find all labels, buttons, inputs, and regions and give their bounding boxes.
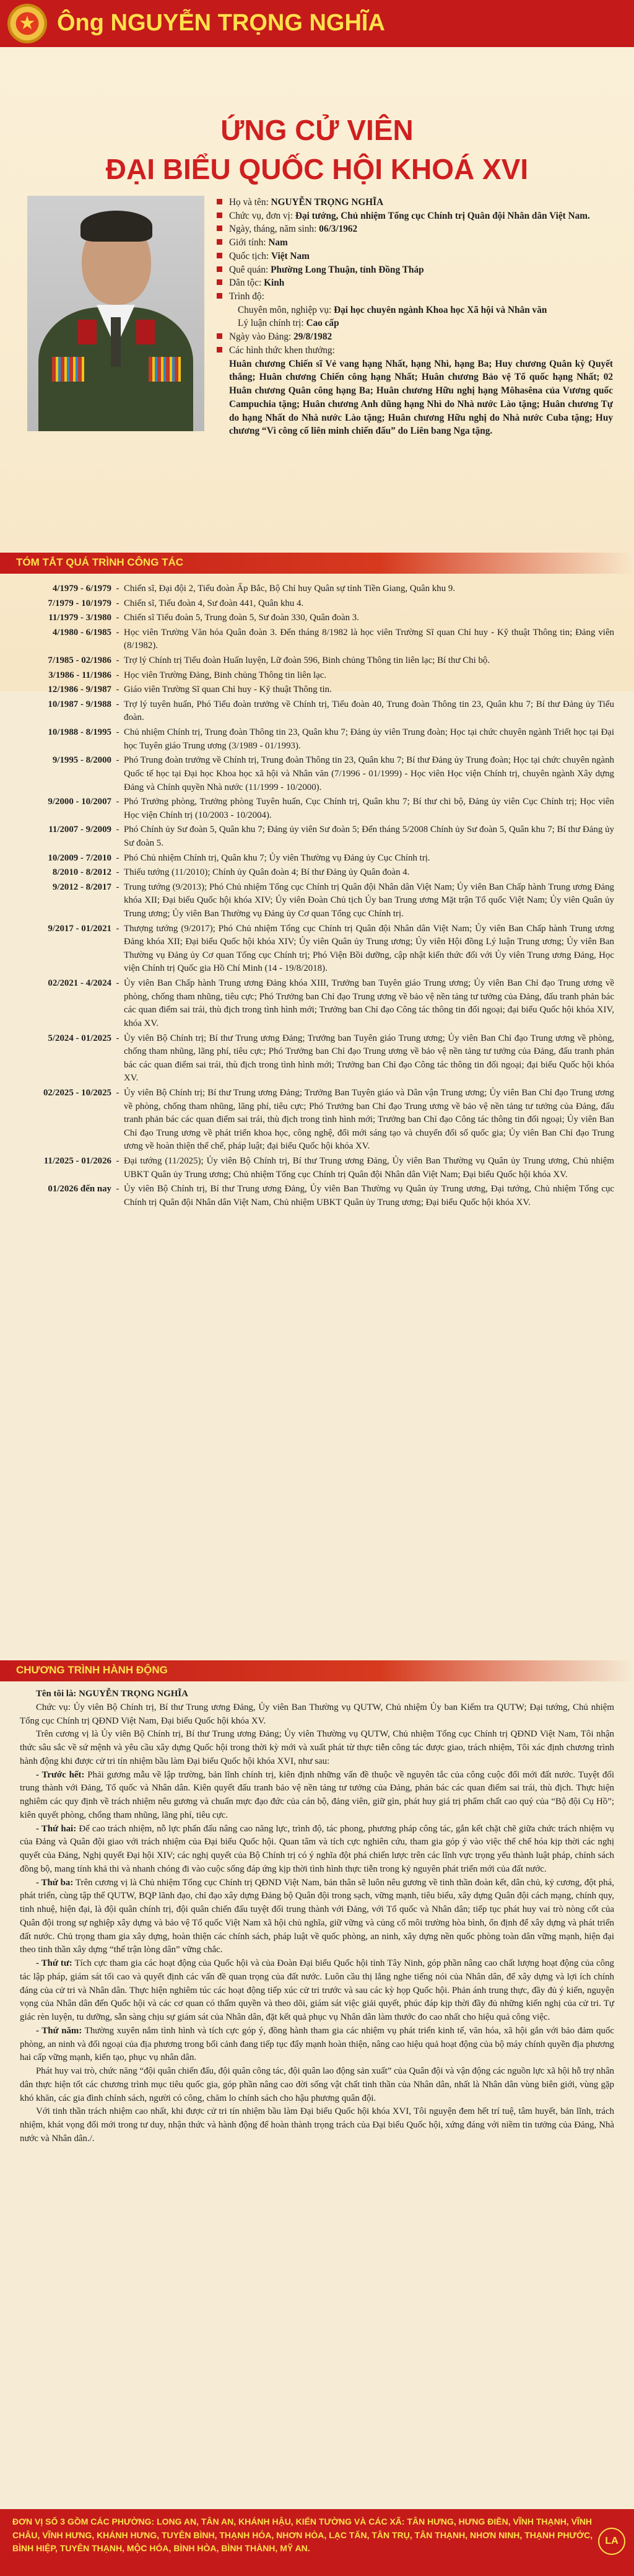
profile-hometown — [217, 263, 613, 277]
political-label: Lý luận chính trị: — [238, 318, 304, 329]
timeline-list — [0, 582, 634, 1211]
program-paragraph-text: Trên cương vị là Ủy viên Bộ Chính trị, Bí thư Trung ương Đảng; Ủy viên Thường vụ QUTW, Chủ nhiệm Tổng cục Chính trị QĐND Việt Nam, Tôi nhận thức sâu sắc về sứ mệnh và yêu cầu xây dựng Quốc hội trong thời kỳ mới và xuất phát từ thực tiễn công tác được giao, trách nhiệm, Tôi xác định chương trình hành động khi được cử tri tín nhiệm bầu làm Đại biểu Quốc hội khóa XVI, như sau: — [20, 1729, 614, 1766]
timeline-text: Phó Trưởng phòng, Trưởng phòng Tuyên huấn, Cục Chính trị, Quân khu 7; Bí thư chi bộ, Đảng ủy viên Cục Chính trị; Học viên Học viện Chính trị (10/2003 - 10/2004). — [124, 797, 614, 820]
program-heading: CHƯƠNG TRÌNH HÀNH ĐỘNG — [16, 1664, 168, 1676]
timeline-text: Thiếu tướng (11/2010); Chính ủy Quân đoàn 4; Bí thư Đảng ủy Quân đoàn 4. — [124, 867, 410, 878]
timeline-text: Thượng tướng (9/2017); Phó Chủ nhiệm Tổng cục Chính trị Quân đội Nhân dân Việt Nam; Ủy viên Ban Chấp hành Trung ương Đảng khóa XII; Đại biểu Quốc hội khóa XIV; Ủy viên Quân ủy Trung ương; Ủy viên Hội đồng Lý luận Trung ương; Ủy viên Ban Thường vụ Đảng ủy Cơ quan Tổng cục Chính trị; Phó Viện Bồi dưỡng, cập nhật kiến thức đối với Ủy viên Trung ương Đảng, Học viện Chính trị Quốc gia Hồ Chí Minh (14 - 19/8/2018). — [124, 923, 614, 974]
timeline-dash: - — [116, 882, 119, 892]
timeline-row — [0, 597, 634, 611]
timeline-text: Trợ lý Chính trị Tiểu đoàn Huấn luyện, Lữ đoàn 596, Binh chủng Thông tin liên lạc; Bí thư Chi bộ. — [124, 655, 490, 666]
profile-gender — [217, 236, 613, 250]
timeline-date: 11/2007 - 9/2009 — [48, 825, 111, 835]
program-paragraph — [20, 1688, 614, 1701]
program-paragraph — [20, 2025, 614, 2065]
timeline-row — [0, 683, 634, 697]
ethnicity-value: Kinh — [264, 278, 285, 289]
timeline-row — [0, 795, 634, 822]
timeline-row — [0, 1087, 634, 1154]
timeline-dash: - — [116, 584, 119, 594]
timeline-dash: - — [116, 867, 119, 878]
gender-value: Nam — [268, 237, 288, 248]
timeline-dash: - — [116, 1155, 119, 1166]
timeline-row — [0, 881, 634, 921]
timeline-date: 02/2021 - 4/2024 — [48, 978, 111, 989]
timeline-text: Phó Chủ nhiệm Chính trị, Quân khu 7; Ủy viên Thường vụ Đảng ủy Cục Chính trị. — [124, 852, 430, 863]
profile-specialty — [217, 304, 613, 317]
timeline-row — [0, 669, 634, 683]
program-paragraph-text: Phát huy vai trò, chức năng “đội quân chiến đấu, đội quân công tác, đội quân lao động sản xuất” của Quân đội và vận động các nguồn lực xã hội hỗ trợ nhân dân thực hiện tốt các chương trình mục tiêu quốc gia, góp phần nâng cao đời sống vật chất tinh thần của Nhân dân, nhất là Nhân dân vùng biên giới, vùng gặp khó khăn, các gia đình chính sách, người có công, chăm lo chính sách cho hậu phương quân đội. — [20, 2066, 614, 2103]
timeline-text: Đại tướng (11/2025); Ủy viên Bộ Chính trị, Bí thư Trung ương Đảng, Ủy viên Ban Thường vụ Quân ủy Trung ương, Chủ nhiệm UBKT Quân ủy Trung ương; Chủ nhiệm Tổng cục Chính trị Quân đội Nhân dân Việt Nam; Đại biểu Quốc hội khóa XV. — [124, 1155, 614, 1180]
timeline-text: Học viên Trường Đảng, Binh chủng Thông tin liên lạc. — [124, 670, 327, 680]
timeline-row — [0, 754, 634, 794]
timeline-row — [0, 611, 634, 625]
timeline-text: Ủy viên Bộ Chính trị, Bí thư Trung ương Đảng, Ủy viên Ban Thường vụ Quân ủy Trung ương, Đại tướng, Chủ nhiệm Tổng cục Chính trị Quân đội Nhân dân Việt Nam, Chủ nhiệm UBKT Quân ủy Trung ương; Đại biểu Quốc hội khóa XV. — [124, 1184, 614, 1207]
medal-ribbons-right — [149, 357, 181, 382]
timeline-heading: TÓM TẮT QUÁ TRÌNH CÔNG TÁC — [16, 556, 184, 568]
program-paragraph-text: Phải gương mẫu về lập trường, bản lĩnh chính trị, kiên định những vấn đề thuộc về nguyên tắc của công cuộc đổi mới đất nước. Tuyệt đối trung thành với Đảng, Tổ quốc và Nhân dân. Kiên quyết đấu tranh bảo vệ nền tảng tư tưởng của Đảng, phản bác các quan điểm sai trái, thù địch. Thực hiện nghiêm các quy định về trách nhiệm nêu gương và chuẩn mực đạo đức của cán bộ, đảng viên, giữ gìn, phát huy giá trị phẩm chất cao quý của “Bộ đội Cụ Hồ”; kiên quyết phòng, chống tham nhũng, lãng phí, tiêu cực. — [20, 1769, 614, 1820]
timeline-row — [0, 1183, 634, 1209]
timeline-dash: - — [116, 852, 119, 863]
program-paragraph — [20, 1877, 614, 1958]
timeline-dash: - — [116, 613, 119, 623]
profile-ethnicity — [217, 276, 613, 290]
constituency-text: ĐƠN VỊ SỐ 3 GỒM CÁC PHƯỜNG: LONG AN, TÂN AN, KHÁNH HẬU, KIẾN TƯỜNG VÀ CÁC XÃ: TÂN HƯNG, HƯNG ĐIỀN, VĨNH THẠNH, VĨNH CHÂU, VĨNH HƯNG, KHÁNH HƯNG, TUYÊN BÌNH, THẠNH HÓA, NHƠN HÒA, LẠC TẤN, TÂN TRỤ, TÂN THẠNH, NHƠN NINH, THẠNH PHƯỚC, BÌNH HIỆP, TUYÊN THẠNH, MỘC HÓA, BÌNH HÒA, BÌNH THÀNH, MỸ AN. — [12, 2517, 593, 2554]
profile-awards: Huân chương Chiến sĩ Vẻ vang hạng Nhất, hạng Nhì, hạng Ba; Huy chương Quân kỳ Quyết thắng; Huân chương Chiến công hạng Nhất; Huân chương Bảo vệ Tổ quốc hạng Nhất; 02 Huân chương Quân công hạng Ba; Huân chương Hữu nghị hạng Môhasêna của Vương quốc Campuchia tặng; Huân chương Anh dũng hạng Nhì do Nhà nước Lào tặng; Huân chương Tự do hạng Nhất do Nhà nước Lào tặng; Huân chương Hữu nghị do Nhà nước Cuba tặng; Huy chương “Vì công cố liên minh chiến đấu” do Liên bang Nga tặng. — [229, 358, 613, 437]
party-date-value: 29/8/1982 — [293, 331, 332, 343]
timeline-text: Học viên Trường Văn hóa Quân đoàn 3. Đến tháng 8/1982 là học viên Trường Sĩ quan Chỉ huy - Kỹ thuật Thông tin; Đảng viên (8/1982). — [124, 627, 614, 651]
dob-label: Ngày, tháng, năm sinh: — [229, 224, 317, 235]
fullname-value: NGUYỄN TRỌNG NGHĨA — [271, 197, 384, 208]
timeline-text: Phó Trung đoàn trưởng về Chính trị, Trung đoàn Thông tin 23, Quân khu 7; Bí thư Đảng ủy Trung đoàn; Học tại chức chuyên ngành Quốc tế học tại Đại học Khoa học xã hội và Nhân văn (7/1996 - 01/1999) - Học viên Học viện Chính trị, chuyên ngành Xây dựng Đảng và Chính quyền Nhà nước (11/1999 - 10/2000). — [124, 755, 614, 792]
program-paragraph — [20, 1769, 614, 1823]
program-paragraph — [20, 2105, 614, 2145]
bullet-square-icon — [217, 253, 222, 258]
dob-value: 06/3/1962 — [319, 224, 358, 235]
timeline-text: Giáo viên Trường Sĩ quan Chỉ huy - Kỹ thuật Thông tin. — [124, 685, 332, 695]
fullname-label: Họ và tên: — [229, 197, 269, 208]
bullet-square-icon — [217, 212, 222, 218]
timeline-date: 7/1985 - 02/1986 — [48, 655, 111, 666]
timeline-dash: - — [116, 655, 119, 666]
timeline-date: 4/1980 - 6/1985 — [52, 627, 111, 637]
timeline-dash: - — [116, 1184, 119, 1194]
timeline-date: 4/1979 - 6/1979 — [52, 584, 111, 594]
timeline-row — [0, 698, 634, 725]
timeline-dash: - — [116, 978, 119, 989]
bullet-square-icon — [217, 333, 222, 339]
bullet-square-icon — [217, 279, 222, 285]
timeline-date: 11/1979 - 3/1980 — [48, 613, 111, 623]
timeline-date: 10/1987 - 9/1988 — [48, 699, 111, 709]
timeline-row — [0, 1155, 634, 1181]
timeline-date: 9/2000 - 10/2007 — [48, 797, 111, 807]
timeline-date: 3/1986 - 11/1986 — [48, 670, 111, 680]
candidate-header-name: Ông NGUYỄN TRỌNG NGHĨA — [57, 10, 385, 36]
tie-shape — [111, 317, 121, 367]
timeline-date: 12/1986 - 9/1987 — [48, 685, 111, 695]
hair-shape — [80, 211, 152, 242]
timeline-dash: - — [116, 699, 119, 709]
bullet-square-icon — [217, 226, 222, 231]
program-paragraph-text: Thường xuyên nắm tình hình và tích cực góp ý, đồng hành tham gia các nhiệm vụ phát triển kinh tế, văn hóa, xã hội gắn với bảo đảm quốc phòng, an ninh và đối ngoại của địa phương trong bối cảnh đang tiếp tục đẩy mạnh hoàn thiện, nâng cao hiệu quả hoạt động của bộ máy chính quyền địa phương hai cấp vững mạnh, kiến tạo, phục vụ nhân dân. — [20, 2025, 615, 2063]
program-paragraph-text: Chức vụ: Ủy viên Bộ Chính trị, Bí thư Trung ương Đảng, Ủy viên Ban Thường vụ QUTW, Chủ nhiệm Ủy ban Kiểm tra QUTW; Đại tướng, Chủ nhiệm Tổng cục Chính trị QĐND Việt Nam, Đại biểu Quốc hội khóa XV. — [20, 1702, 614, 1726]
specialty-label: Chuyên môn, nghiệp vụ: — [238, 304, 332, 315]
political-value: Cao cấp — [306, 318, 339, 329]
awards-label: Các hình thức khen thưởng: — [229, 344, 335, 356]
bullet-square-icon — [217, 347, 222, 353]
candidate-portrait — [27, 196, 204, 431]
profile-info — [217, 196, 613, 438]
program-paragraph-label: - Thứ ba: — [36, 1877, 74, 1888]
timeline-row — [0, 654, 634, 668]
timeline-dash: - — [116, 923, 119, 934]
medal-ribbons-left — [52, 357, 84, 382]
bullet-square-icon — [217, 266, 222, 272]
timeline-text: Chủ nhiệm Chính trị, Trung đoàn Thông tin 23, Quân khu 7; Đảng ủy viên Trung đoàn; Học tại chức chuyên ngành Triết học tại Đại học Tuyên giáo Trung ương (3/1989 - 01/1993). — [124, 727, 614, 751]
timeline-row — [0, 823, 634, 850]
newspaper-logo-icon: LA — [598, 2528, 625, 2555]
ethnicity-label: Dân tộc: — [229, 278, 262, 289]
timeline-text: Ủy viên Ban Chấp hành Trung ương Đảng khóa XIII, Trưởng ban Tuyên giáo Trung ương; Ủy viên Ban Chỉ đạo Trung ương về phòng, chống tham nhũng, tiêu cực; Phó Trưởng ban Chỉ đạo Trung ương về bảo vệ nền tảng tư tưởng của Đảng, đấu tranh phản bác các quan điểm sai trái, thù địch trong tình hình mới; Trưởng ban Chỉ đạo Công tác thông tin đối ngoại; đại biểu Quốc hội khóa XIV, khóa XV. — [124, 978, 614, 1028]
collar-tab-left — [78, 320, 97, 344]
timeline-date: 10/1988 - 8/1995 — [48, 727, 111, 738]
timeline-text: Ủy viên Bộ Chính trị; Bí thư Trung ương Đảng; Trưởng Ban Tuyên giáo và Dân vận Trung ương; Ủy viên Ban Chỉ đạo Trung ương về phòng, chống tham nhũng, lãng phí, tiêu cực; Phó Trưởng ban Chỉ đạo Trung ương về bảo vệ nền tảng tư tưởng của Đảng, đấu tranh phản bác các quan điểm sai trái, thù địch trong tình hình mới; Trưởng ban Chỉ đạo Công tác thông tin đối ngoại; Ủy viên Ban Chỉ đạo Trung ương về phát triển khoa học, công nghệ, đổi mới sáng tạo và chuyển đổi số quốc gia; Ủy viên Ban Chỉ đạo Trung ương về hoàn thiện thể chế, pháp luật; đại biểu Quốc hội khóa XV. — [124, 1087, 614, 1152]
timeline-text: Ủy viên Bộ Chính trị; Bí thư Trung ương Đảng; Trưởng ban Tuyên giáo Trung ương; Ủy viên Ban Chỉ đạo Trung ương về phòng, chống tham nhũng, lãng phí, tiêu cực; Phó Trưởng ban Chỉ đạo Trung ương về bảo vệ nền tảng tư tưởng của Đảng, đấu tranh phản bác các quan điểm sai trái, thù địch trong tình hình mới; Trưởng ban Chỉ đạo Công tác thông tin đối ngoại; đại biểu Quốc hội khóa XV. — [124, 1033, 614, 1084]
profile-nationality — [217, 250, 613, 263]
program-paragraph — [20, 1701, 614, 1728]
program-paragraph — [20, 1823, 614, 1877]
timeline-text: Trợ lý tuyên huấn, Phó Tiểu đoàn trưởng về Chính trị, Tiểu đoàn 40, Trung đoàn Thông tin 23, Quân khu 7; Bí thư Đảng ủy Tiểu đoàn. — [124, 699, 614, 723]
bullet-square-icon — [217, 239, 222, 245]
timeline-text: Chiến sĩ, Đại đội 2, Tiểu đoàn Ấp Bắc, Bộ Chỉ huy Quân sự tỉnh Tiền Giang, Quân khu 9. — [124, 584, 456, 594]
timeline-date: 11/2025 - 01/2026 — [43, 1155, 111, 1166]
gender-label: Giới tính: — [229, 237, 266, 248]
timeline-date: 02/2025 - 10/2025 — [43, 1087, 111, 1098]
action-program — [20, 1688, 614, 2146]
profile-education — [217, 290, 613, 304]
timeline-row — [0, 866, 634, 880]
profile-dob — [217, 222, 613, 236]
position-label: Chức vụ, đơn vị: — [229, 210, 293, 221]
bullet-square-icon — [217, 199, 222, 204]
timeline-row — [0, 852, 634, 865]
timeline-date: 9/2012 - 8/2017 — [52, 882, 111, 892]
profile-party-date — [217, 330, 613, 344]
nationality-value: Việt Nam — [271, 250, 310, 261]
timeline-date: 8/2010 - 8/2012 — [52, 867, 111, 878]
hometown-value: Phường Long Thuận, tỉnh Đồng Tháp — [271, 264, 424, 275]
timeline-dash: - — [116, 627, 119, 637]
timeline-row — [0, 922, 634, 976]
nationality-label: Quốc tịch: — [229, 250, 269, 261]
timeline-row — [0, 726, 634, 753]
timeline-dash: - — [116, 1087, 119, 1098]
program-paragraph-label: - Thứ hai: — [36, 1823, 77, 1834]
timeline-dash: - — [116, 727, 119, 738]
program-paragraph-label: Tên tôi là: NGUYỄN TRỌNG NGHĨA — [36, 1689, 188, 1699]
timeline-date: 10/2009 - 7/2010 — [48, 852, 111, 863]
program-paragraph-label: - Thứ tư: — [36, 1958, 72, 1968]
program-paragraph-label: - Trước hết: — [36, 1769, 85, 1780]
profile-political — [217, 317, 613, 330]
education-label: Trình độ: — [229, 291, 264, 302]
timeline-date: 01/2026 đến nay — [48, 1184, 111, 1194]
header-bar — [0, 0, 634, 47]
timeline-dash: - — [116, 670, 119, 680]
party-label: Ngày vào Đảng: — [229, 331, 292, 343]
profile-fullname — [217, 196, 613, 209]
title-line-2: ĐẠI BIỂU QUỐC HỘI KHOÁ XVI — [105, 153, 529, 185]
national-emblem-icon: ★ — [7, 4, 47, 43]
timeline-row — [0, 582, 634, 596]
program-paragraph-label: - Thứ năm: — [36, 2025, 82, 2036]
program-paragraph-text: Với tinh thần trách nhiệm cao nhất, khi được cử tri tín nhiệm bầu làm Đại biểu Quốc hội khóa XVI, Tôi nguyện đem hết trí tuệ, tâm huyết, bản lĩnh, trách nhiệm, khát vọng đổi mới trong tư duy, nhận thức và hành động để hoàn thành trọng trách của Đại biểu Quốc hội, xứng đáng với niềm tin tưởng của Đảng, Nhà nước và Nhân dân./. — [20, 2106, 614, 2144]
program-paragraph-text: Để cao trách nhiệm, nỗ lực phấn đấu nâng cao năng lực, trình độ, tác phong, phương pháp công tác, gắn kết chặt chẽ giữa chức trách nhiệm vụ của Đảng và Quân đội giao với trách nhiệm của Đại biểu Quốc hội. Quan tâm và tích cực nghiên cứu, tham gia góp ý vào việc thể chế hóa kịp thời các nghị quyết của Đảng, Nghị quyết Đại hội XIV; các nghị quyết của Bộ Chính trị có ý nghĩa đột phá chiến lược trên các lĩnh vực trọng yếu thành luật pháp, chính sách đồng bộ, mang tính khả thi và nhanh chóng đi vào cuộc sống đáp ứng kịp thời tình hình thực tiễn trong kỷ nguyên phát triển mới của đất nước. — [20, 1823, 614, 1874]
collar-tab-right — [136, 320, 155, 344]
timeline-dash: - — [116, 685, 119, 695]
timeline-text: Chiến sĩ Tiểu đoàn 5, Trung đoàn 5, Sư đoàn 330, Quân đoàn 3. — [124, 613, 359, 623]
program-paragraph-text: Trên cương vị là Chủ nhiệm Tổng cục Chính trị QĐND Việt Nam, bản thân sẽ luôn nêu gương về tinh thần đoàn kết, dân chủ, kỷ cương, đột phá, phát triển, cùng tập thể QUTW, BQP lãnh đạo, chỉ đạo xây dựng Đảng bộ Quân đội trong sạch, vững mạnh, tiêu biểu, xây dựng Quân đội cách mạng, chính quy, tinh nhuệ, hiện đại, là đội quân chính trị, đội quân chiến đấu tuyệt đối trung thành với Đảng, với Tổ quốc và Nhân dân; tiếp tục phát huy vai trò nòng cốt của Quân đội trong sự nghiệp xây dựng và bảo vệ Tổ quốc Việt Nam xã hội chủ nghĩa, giữ vững và củng cố môi trường hòa bình, ổn định để xây dựng và phát triển đất nước. Chủ trọng tham gia xây dựng, hoàn thiện các chính sách, pháp luật về quốc phòng, an ninh, xây dựng nền quốc phòng toàn dân vững mạnh, hiện đại theo tinh thần xây dựng “thế trận lòng dân” vững chắc. — [20, 1877, 614, 1955]
timeline-text: Trung tướng (9/2013); Phó Chủ nhiệm Tổng cục Chính trị Quân đội Nhân dân Việt Nam; Ủy viên Ban Chấp hành Trung ương Đảng khóa XII; Đại biểu Quốc hội khóa XIV; Ủy viên Đoàn Chủ tịch Ủy ban Trung ương Mặt trận Tổ quốc Việt Nam; Ủy viên Quân ủy Trung ương; Ủy viên Ban Thường vụ Đảng ủy Cơ quan Tổng cục Chính trị. — [124, 882, 614, 919]
timeline-date: 9/1995 - 8/2000 — [52, 755, 111, 766]
timeline-date: 7/1979 - 10/1979 — [48, 598, 111, 608]
specialty-value: Đại học chuyên ngành Khoa học Xã hội và Nhân văn — [334, 304, 547, 315]
program-paragraph — [20, 2065, 614, 2105]
timeline-dash: - — [116, 825, 119, 835]
timeline-dash: - — [116, 755, 119, 766]
timeline-date: 5/2024 - 01/2025 — [48, 1033, 111, 1043]
timeline-dash: - — [116, 1033, 119, 1043]
program-paragraph-text: Tích cực tham gia các hoạt động của Quốc hội và của Đoàn Đại biểu Quốc hội tỉnh Tây Ninh, góp phần nâng cao chất lượng hoạt động của công tác lập pháp, giám sát tối cao và quyết định các vấn đề quan trọng của đất nước. Luôn cầu thị lắng nghe tiếng nói của Nhân dân, để xây dựng và lợi ích chính đáng của cử tri và Nhân dân. Thực hiện nghiêm túc các hoạt động tiếp xúc cử tri trước và sau các kỳ họp Quốc hội. Phản ánh trung thực, đầy đủ ý kiến, nguyện vọng của Nhân dân đến Quốc hội và các cơ quan có thẩm quyền và theo dõi, giám sát việc giải quyết, phúc đáp kịp thời đầy đủ những kiến nghị của cử tri. Tự giác rèn luyện, tu dưỡng, sẵn sàng chịu sự giám sát của Nhân dân, đặt kết quả phục vụ Nhân dân làm thước đo cao nhất cho hiệu quả công việc. — [20, 1958, 615, 2022]
timeline-text: Chiến sĩ, Tiểu đoàn 4, Sư đoàn 441, Quân khu 4. — [124, 598, 304, 608]
timeline-date: 9/2017 - 01/2021 — [48, 923, 111, 934]
timeline-dash: - — [116, 797, 119, 807]
timeline-row — [0, 977, 634, 1030]
footer-bar — [0, 2509, 634, 2576]
profile-position — [217, 209, 613, 223]
profile-awards-heading — [217, 344, 613, 357]
timeline-text: Phó Chính ủy Sư đoàn 5, Quân khu 7; Đảng ủy viên Sư đoàn 5; Đến tháng 5/2008 Chính ủy Sư đoàn 5, Quân khu 7; Bí thư Đảng ủy Sư đoàn 5. — [124, 825, 614, 848]
timeline-heading-band — [0, 553, 634, 574]
hometown-label: Quê quán: — [229, 264, 269, 275]
bullet-square-icon — [217, 293, 222, 299]
position-value: Đại tướng, Chủ nhiệm Tổng cục Chính trị Quân đội Nhân dân Việt Nam. — [295, 210, 590, 221]
program-paragraph — [20, 1957, 614, 2025]
timeline-row — [0, 1032, 634, 1085]
program-paragraph — [20, 1728, 614, 1768]
timeline-row — [0, 626, 634, 653]
timeline-dash: - — [116, 598, 119, 608]
program-heading-band — [0, 1660, 634, 1681]
title-line-1: ỨNG CỬ VIÊN — [220, 114, 414, 146]
